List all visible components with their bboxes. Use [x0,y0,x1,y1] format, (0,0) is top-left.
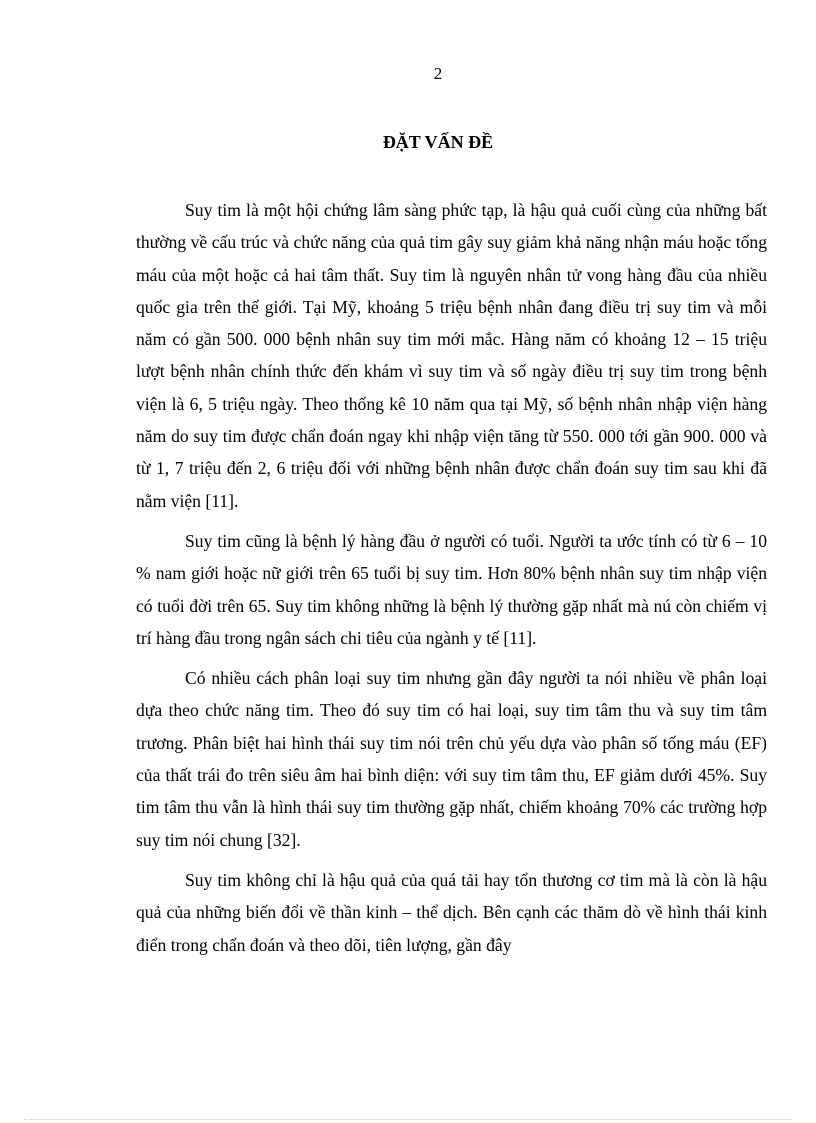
paragraph-3: Có nhiều cách phân loại suy tim nhưng gần đây người ta nói nhiều về phân loại dựa theo chức năng tim. Theo đó suy tim có hai loại, suy tim tâm thu và suy tim tâm trương. Phân biệt hai hình thái suy tim nói trên chủ yếu dựa vào phân số tống máu (EF) của thất trái đo trên siêu âm hai bình diện: với suy tim tâm thu, EF giảm dưới 45%. Suy tim tâm thu vẫn là hình thái suy tim thường gặp nhất, chiếm khoảng 70% các trường hợp suy tim nói chung [32]. [136,668,767,850]
paragraph-1: Suy tim là một hội chứng lâm sàng phức tạp, là hậu quả cuối cùng của những bất thường về cấu trúc và chức năng của quả tim gây suy giảm khả năng nhận máu hoặc tống máu của một hoặc cả hai tâm thất. Suy tim là nguyên nhân tử vong hàng đầu của nhiều quốc gia trên thế giới. Tại Mỹ, khoảng 5 triệu bệnh nhân đang điều trị suy tim và mỗi năm có gần 500. 000 bệnh nhân suy tim mới mắc. Hàng năm có khoảng 12 – 15 triệu lượt bệnh nhân chính thức đến khám vì suy tim và số ngày điều trị suy tim trong bệnh viện là 6, 5 triệu ngày. Theo thống kê 10 năm qua tại Mỹ, số bệnh nhân nhập viện hàng năm do suy tim được chẩn đoán ngay khi nhập viện tăng từ 550. 000 tới gần 900. 000 và từ 1, 7 triệu đến 2, 6 triệu đối với những bệnh nhân được chẩn đoán suy tim sau khi đã nằm viện [11]. [136,200,767,511]
page-bottom-divider [24,1119,792,1120]
page-number: 2 [433,64,443,83]
document-body [136,194,767,969]
section-title: ĐẶT VẤN ĐỀ [382,132,494,152]
paragraph-4: Suy tim không chỉ là hậu quả của quá tải hay tổn thương cơ tim mà là còn là hậu quả của những biến đổi về thần kinh – thể dịch. Bên cạnh các thăm dò về hình thái kinh điển trong chẩn đoán và theo dõi, tiên lượng, gần đây [136,869,767,955]
paragraph-2: Suy tim cũng là bệnh lý hàng đầu ở người có tuổi. Người ta ước tính có từ 6 – 10 % nam giới hoặc nữ giới trên 65 tuổi bị suy tim. Hơn 80% bệnh nhân suy tim nhập viện có tuổi đời trên 65. Suy tim không những là bệnh lý thường gặp nhất mà nú còn chiếm vị trí hàng đầu trong ngân sách chi tiêu của ngành y tế [11]. [136,530,767,648]
